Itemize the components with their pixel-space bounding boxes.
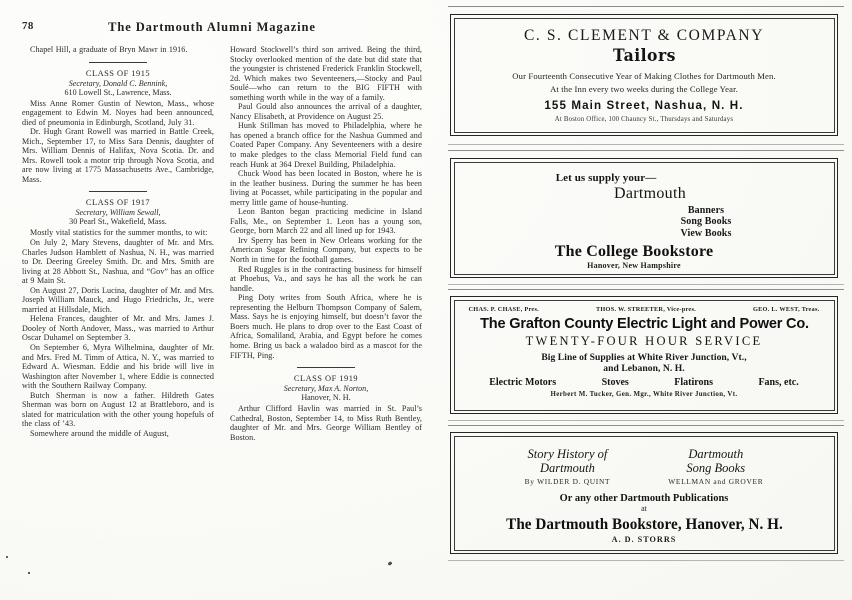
right-page-advertisements bbox=[440, 0, 852, 600]
class-heading-1917: CLASS OF 1917 bbox=[85, 198, 151, 208]
ad-product-item: View Books bbox=[680, 227, 732, 239]
ad-supplies-line-2: and Lebanon, N. H. bbox=[603, 362, 685, 374]
secretary-name-1919: Secretary, Max A. Norton, bbox=[283, 384, 369, 394]
ad-lead-line: Let us supply your— bbox=[555, 171, 657, 184]
ad-officer-vicepresident: THOS. W. STREETER, Vice-pres. bbox=[595, 305, 696, 313]
ad-boston-office: At Boston Office, 100 Chauncy St., Thursdays and Saturdays bbox=[554, 116, 734, 123]
page-header bbox=[22, 20, 402, 38]
paragraph: Chuck Wood has been located in Boston, where he is in the leather business. During the summer he has been living at Pocasset, while participating in the popular and merry little game of house-hunting. bbox=[230, 169, 422, 207]
ad-separator-rule bbox=[448, 284, 844, 285]
paragraph: Miss Anne Romer Gustin of Newton, Mass., whose engagement to Edwin M. Noyes had been announced, died of pneumonia in Edinburgh, Scotland, July 31. bbox=[22, 98, 214, 127]
advertisement-grafton-electric[interactable] bbox=[450, 296, 838, 414]
ad-separator-rule bbox=[448, 289, 844, 290]
paragraph: On July 2, Mary Stevens, daughter of Mr. and Mrs. Charles Judson Hamblett of Nashua, N. H., was married to Dr. Deering Greeley Smith. Dr. and Mrs. Smith are living at 28 Abbott St., Nashua, and “Gov” has an office at 9 Main St. bbox=[22, 238, 214, 286]
ad-products-row bbox=[463, 377, 826, 388]
section-divider-rule bbox=[89, 191, 147, 192]
secretary-address-1917: 30 Pearl St., Wakefield, Mass. bbox=[69, 217, 167, 227]
ad-brand-dartmouth: Dartmouth bbox=[613, 184, 687, 202]
ad-book-title-line-2: Song Books bbox=[686, 460, 746, 475]
ad-company-name: The Grafton County Electric Light and Power Co. bbox=[479, 314, 809, 332]
paragraph: Ping Doty writes from South Africa, where he is representing the Helburn Thompson Company of Salem, Mass. Says he is enjoying himself, but doesn’t favor the Boers much. He plans to drop over to the East Coast of Africa, Somaliland, Arabia, and Egypt before he comes home. Bring us back a waladoo bird as a mascot for the FIFTH, Ping. bbox=[230, 293, 422, 360]
scan-speck bbox=[388, 561, 393, 566]
ad-titles-row bbox=[465, 447, 824, 486]
class-heading-1915: CLASS OF 1915 bbox=[85, 68, 151, 78]
paragraph: On September 6, Myra Wilhelmina, daughter of Mr. and Mrs. Fred M. Timm of Attica, N. Y., was married to Edward A. Wiesman. Eddie and his bride will live in Washington after November 1, where Eddie is connected with the Southern Railway Company. bbox=[22, 343, 214, 391]
ad-product-item: Stoves bbox=[601, 376, 629, 388]
ad-product-item: Song Books bbox=[680, 216, 732, 227]
running-head: The Dartmouth Alumni Magazine bbox=[108, 20, 316, 34]
ad-proprietor: A. D. STORRS bbox=[611, 534, 677, 544]
ad-book-left bbox=[525, 447, 611, 486]
ad-store-name: The Dartmouth Bookstore, Hanover, N. H. bbox=[505, 515, 783, 533]
paragraph: Mostly vital statistics for the summer months, to wit: bbox=[30, 228, 208, 238]
paragraph: Paul Gould also announces the arrival of a daughter, Nancy Elisabeth, at Providence on August 25. bbox=[230, 102, 422, 121]
paragraph: Irv Sperry has been in New Orleans working for the American Sugar Refining Company, but expects to be North in time for the football games. bbox=[230, 235, 422, 265]
ad-content bbox=[455, 301, 834, 410]
ad-supplies-line-1: Big Line of Supplies at White River Junction, Vt., bbox=[541, 351, 747, 363]
ad-product-item: Banners bbox=[687, 204, 725, 216]
column-right bbox=[230, 45, 422, 442]
ad-separator-rule bbox=[448, 6, 844, 7]
paragraph-continued: Chapel Hill, a graduate of Bryn Mawr in 1916. bbox=[30, 45, 188, 54]
ad-content bbox=[455, 19, 834, 132]
paragraph: Red Ruggles is in the contracting business for himself at Phoebus, Va., and says he has all the work he can handle. bbox=[230, 264, 422, 293]
ad-separator-rule bbox=[448, 560, 844, 561]
secretary-name-1917: Secretary, William Sewall, bbox=[75, 208, 161, 218]
ad-service-headline: TWENTY-FOUR HOUR SERVICE bbox=[525, 333, 763, 348]
ad-officer-president: CHAS. P. CHASE, Pres. bbox=[468, 305, 539, 313]
advertisement-dartmouth-bookstore[interactable] bbox=[450, 432, 838, 554]
ad-trade-blackletter: Tailors bbox=[612, 45, 676, 66]
paragraph: Arthur Clifford Havlin was married in St. Paul’s Cathedral, Boston, September 14, to Miss Ruth Bentley, daughter of Mr. and Mrs. George William Bentley of Boston. bbox=[230, 404, 422, 442]
ad-book-right bbox=[668, 447, 763, 486]
scan-speck bbox=[28, 572, 30, 574]
ad-inner-border bbox=[454, 436, 835, 551]
ad-separator-rule bbox=[448, 425, 844, 426]
ad-product-item: Flatirons bbox=[674, 376, 713, 388]
ad-inner-border bbox=[454, 18, 835, 133]
ad-tagline-1: Our Fourteenth Consecutive Year of Making Clothes for Dartmouth Men. bbox=[512, 70, 776, 81]
ad-address: 155 Main Street, Nashua, N. H. bbox=[544, 99, 744, 112]
ad-content bbox=[455, 437, 834, 550]
ad-at-word: at bbox=[641, 503, 647, 513]
ad-book-title-line-1: Story History of bbox=[527, 446, 608, 461]
ad-book-author: WELLMAN and GROVER bbox=[668, 476, 764, 486]
paragraph: On August 27, Doris Lucina, daughter of Mr. and Mrs. Joseph William Mauck, and Hugo Friedrichs, Jr., were married at Hillsdale, Mich. bbox=[22, 285, 214, 314]
ad-separator-rule bbox=[448, 150, 844, 151]
secretary-address-1915: 610 Lowell St., Lawrence, Mass. bbox=[64, 87, 172, 97]
text-columns bbox=[22, 45, 422, 442]
paragraph: Dr. Hugh Grant Rowell was married in Battle Creek, Mich., September 17, to Miss Sara Dennis, daughter of Mrs. William Dennis of Halifax, Nova Scotia. Dr. and Mrs. Rowell took a motor trip through Nova Scotia, and are now living at 1775 Massachusetts Ave., Cambridge, Mass. bbox=[22, 127, 214, 184]
column-left bbox=[22, 45, 214, 439]
ad-officers-row bbox=[463, 305, 826, 313]
ad-separator-rule bbox=[448, 420, 844, 421]
ad-company-name: C. S. CLEMENT & COMPANY bbox=[523, 26, 765, 44]
ad-separator-rule bbox=[448, 144, 844, 145]
ad-book-author: By WILDER D. QUINT bbox=[524, 476, 611, 486]
ad-store-name: The College Bookstore bbox=[554, 243, 714, 260]
ad-book-title-line-2: Dartmouth bbox=[539, 460, 595, 475]
ad-inner-border bbox=[454, 300, 835, 411]
paragraph: Helena Frances, daughter of Mr. and Mrs. James J. Dooley of North Andover, Mass., was married to Arthur Oscar Duhamel on September 3. bbox=[22, 314, 214, 343]
advertisement-clement-tailors[interactable] bbox=[450, 14, 838, 136]
ad-officer-treasurer: GEO. L. WEST, Treas. bbox=[752, 305, 820, 313]
paragraph: Leon Banton began practicing medicine in Island Falls, Me., on September 1. Leon has a young son, George, born March 22 and all lined up for 1943. bbox=[230, 207, 422, 236]
paragraph: Howard Stockwell’s third son arrived. Being the third, Stocky overlooked mention of the date but did state that the youngster is christened Frederick Franklin Stockwell, 2d. Which makes two Seventeeners,—Stocky and Paul Soulé—who can return to the BIG FIFTH with something worth while in the way of a family. bbox=[230, 45, 422, 102]
ad-any-other-line: Or any other Dartmouth Publications bbox=[559, 492, 729, 504]
paragraph: Butch Sherman is now a father. Hildreth Gates Sherman was born on August 12 at Brattleboro, and is slated for matriculation with the other young hopefuls of the class of ’43. bbox=[22, 390, 214, 429]
ad-product-list bbox=[527, 205, 852, 240]
ad-inner-border bbox=[454, 162, 835, 275]
ad-tagline-2: At the Inn every two weeks during the College Year. bbox=[550, 84, 738, 94]
scan-speck bbox=[6, 556, 8, 558]
class-heading-1919: CLASS OF 1919 bbox=[293, 374, 359, 384]
page-number: 78 bbox=[22, 20, 34, 32]
advertisement-college-bookstore[interactable] bbox=[450, 158, 838, 278]
secretary-name-1915: Secretary, Donald C. Bennink, bbox=[68, 78, 168, 88]
ad-general-manager: Herbert M. Tucker, Gen. Mgr., White River Junction, Vt. bbox=[550, 390, 738, 398]
ad-product-item: Electric Motors bbox=[489, 376, 557, 388]
ad-book-title-line-1: Dartmouth bbox=[688, 446, 744, 461]
section-divider-rule bbox=[89, 62, 147, 63]
secretary-address-1919: Hanover, N. H. bbox=[301, 393, 351, 403]
ad-product-item: Fans, etc. bbox=[758, 376, 799, 388]
ad-content bbox=[455, 163, 834, 274]
ad-store-location: Hanover, New Hampshire bbox=[587, 261, 681, 270]
paragraph: Hunk Stillman has moved to Philadelphia, where he has opened a branch office for the Nashua Gummed and Coated Paper Company. Any Seventeeners with a desire to make pledges to the class Memorial Field fund can reach Hunk at 364 Drexel Building, Philadelphia. bbox=[230, 121, 422, 169]
section-divider-rule bbox=[297, 367, 355, 368]
paragraph: Somewhere around the middle of August, bbox=[30, 428, 169, 438]
